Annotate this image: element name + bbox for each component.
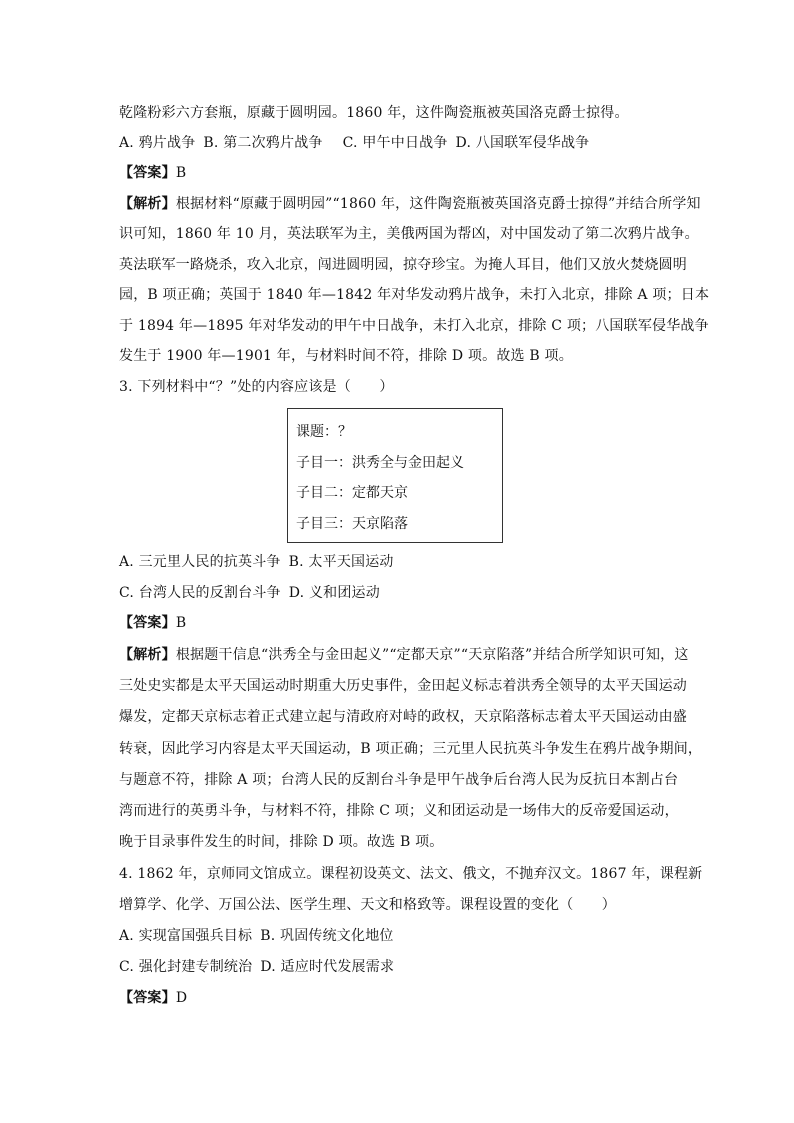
q3-option-c: C. 台湾人民的反割台斗争 (119, 585, 281, 601)
q3-answer-label: 【答案】 (119, 615, 176, 631)
q3-analysis-line-3: 爆发，定都天京标志着正式建立起与清政府对峙的政权，天京陷落标志着太平天国运动由盛 (119, 709, 687, 725)
q2-analysis-line-3: 英法联军一路烧杀，攻入北京，闯进圆明园，掠夺珍宝。为掩人耳目，他们又放火焚烧圆明 (119, 257, 687, 273)
q2-options-row (119, 134, 589, 152)
q3-options-row-1 (119, 553, 394, 571)
q3-material-box (287, 408, 503, 543)
q4-option-a: A. 实现富国强兵目标 (119, 928, 253, 944)
q2-option-d: D. 八国联军侵华战争 (455, 135, 590, 151)
q3-option-a: A. 三元里人民的抗英斗争 (119, 554, 281, 570)
q3-box-sub2: 子目二：定都天京 (296, 485, 408, 501)
q2-analysis-label: 【解析】 (119, 196, 176, 212)
q3-stem: 3. 下列材料中“？”处的内容应该是（ ） (119, 379, 394, 395)
q4-answer-value: D (175, 990, 188, 1006)
q2-answer (119, 164, 186, 182)
q4-answer (119, 989, 187, 1007)
q3-option-d: D. 义和团运动 (288, 585, 380, 601)
q4-option-b: B. 巩固传统文化地位 (260, 928, 394, 944)
q4-stem-line-2: 增算学、化学、万国公法、医学生理、天文和格致等。课程设置的变化（ ） (119, 897, 616, 913)
q4-answer-label: 【答案】 (119, 990, 176, 1006)
q3-analysis-line-4: 转衰，因此学习内容是太平天国运动，B 项正确；三元里人民抗英斗争发生在鸦片战争期间， (119, 741, 703, 757)
q2-analysis-line-4: 园，B 项正确；英国于 1840 年—1842 年对华发动鸦片战争，未打入北京，排除 A 项；日本 (119, 287, 710, 303)
q3-analysis-line-7: 晚于目录事件发生的时间，排除 D 项。故选 B 项。 (119, 834, 444, 850)
q3-answer-value: B (175, 615, 187, 631)
q3-analysis-line-6: 湾而进行的英勇斗争，与材料不符，排除 C 项；义和团运动是一场伟大的反帝爱国运动， (119, 803, 679, 819)
q2-answer-value: B (175, 165, 187, 181)
q4-stem-line-1: 4. 1862 年，京师同文馆成立。课程初设英文、法文、俄文，不抛弃汉文。1867 年，课程新 (119, 866, 703, 882)
q4-options-row-2 (119, 958, 394, 976)
q4-option-c: C. 强化封建专制统治 (119, 959, 253, 975)
q3-option-b: B. 太平天国运动 (288, 554, 394, 570)
q3-analysis-label: 【解析】 (119, 647, 176, 663)
q3-analysis-line-5: 与题意不符，排除 A 项；台湾人民的反割台斗争是甲午战争后台湾人民为反抗日本割占台 (119, 772, 679, 788)
q3-analysis-line-2: 三处史实都是太平天国运动时期重大历史事件，金田起义标志着洪秀全领导的太平天国运动 (119, 678, 687, 694)
q2-analysis-line-2: 识可知，1860 年 10 月，英法联军为主，美俄两国为帮凶，对中国发动了第二次鸦片战争。 (119, 226, 699, 242)
q3-box-topic: 课题：？ (296, 424, 352, 440)
q2-option-c: C. 甲午中日战争 (342, 135, 448, 151)
q4-option-d: D. 适应时代发展需求 (260, 959, 395, 975)
q2-option-b: B. 第二次鸦片战争 (203, 135, 323, 151)
q2-option-a: A. 鸦片战争 (119, 135, 196, 151)
q2-answer-label: 【答案】 (119, 165, 176, 181)
q3-box-sub1: 子目一：洪秀全与金田起义 (296, 455, 464, 471)
q2-analysis-line-1: 【解析】根据材料“原藏于圆明园”“1860 年，这件陶瓷瓶被英国洛克爵士掠得”并结合所学知 (119, 196, 701, 212)
q3-options-row-2 (119, 584, 380, 602)
q3-answer (119, 614, 186, 632)
q3-analysis-line-1: 【解析】根据题干信息“洪秀全与金田起义”“定都天京”“天京陷落”并结合所学知识可知，这 (119, 647, 689, 663)
q2-stem-tail: 乾隆粉彩六方套瓶，原藏于圆明园。1860 年，这件陶瓷瓶被英国洛克爵士掠得。 (119, 105, 629, 121)
q2-analysis-line-6: 发生于 1900 年—1901 年，与材料时间不符，排除 D 项。故选 B 项。 (119, 348, 573, 364)
q3-box-sub3: 子目三：天京陷落 (296, 516, 408, 532)
q4-options-row-1 (119, 927, 394, 945)
q2-analysis-line-5: 于 1894 年—1895 年对华发动的甲午中日战争，未打入北京，排除 C 项；八国联军侵华战争 (119, 318, 709, 334)
